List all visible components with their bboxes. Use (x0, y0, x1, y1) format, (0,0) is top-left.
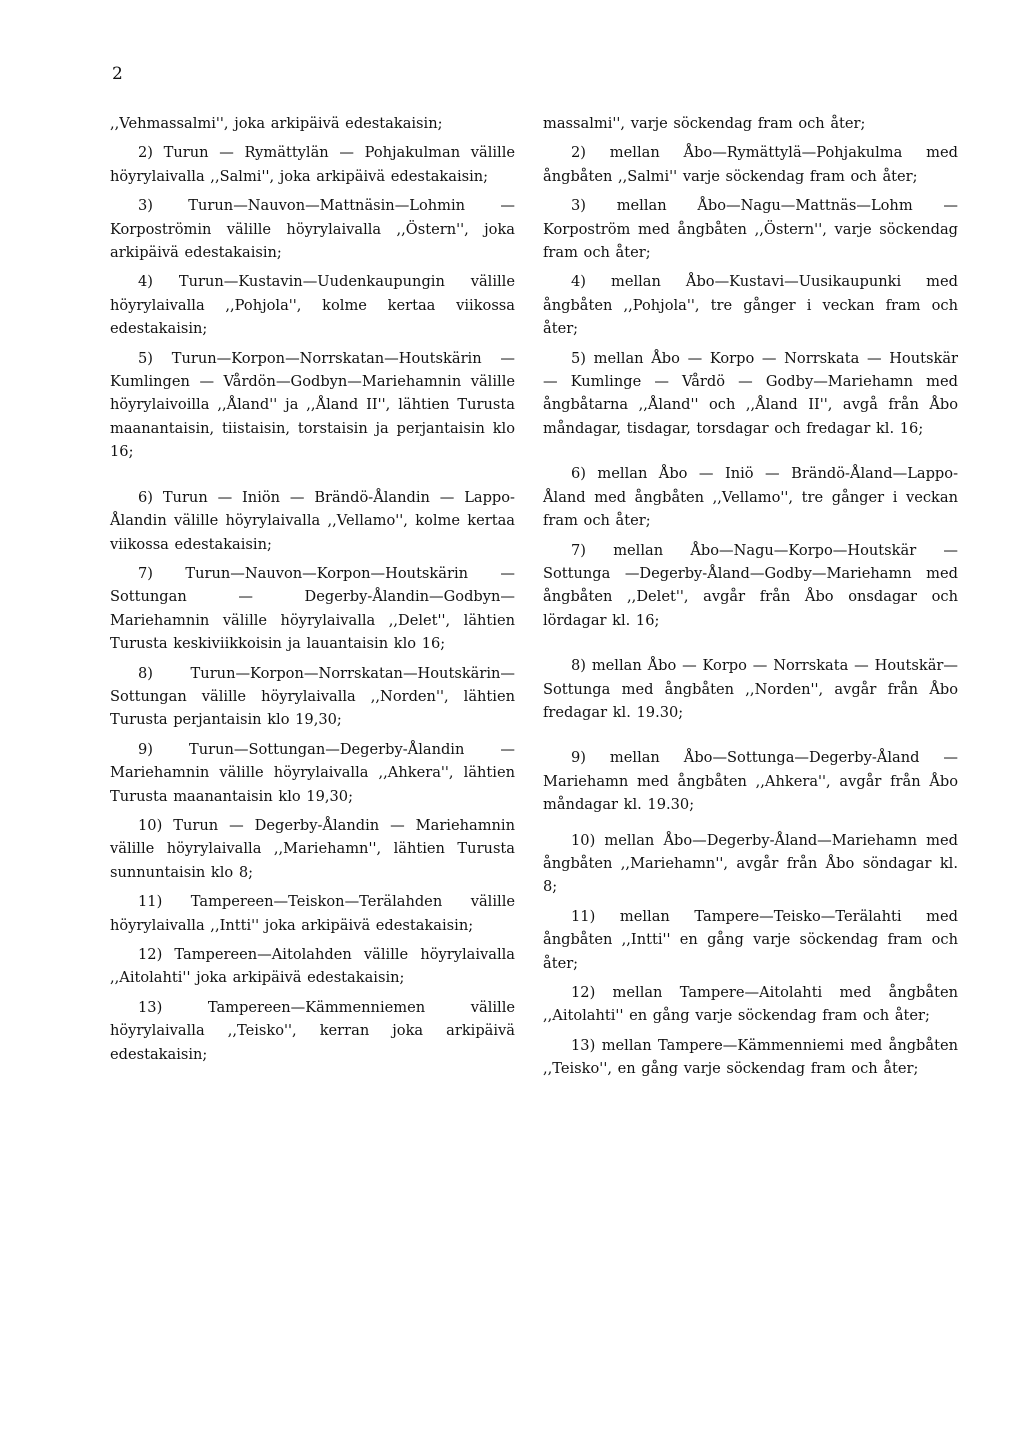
swedish-route-8: 8) mellan Åbo — Korpo — Norrskata — Houtskär—Sottunga med ångbåten ,,Norden'', avgår från Åbo fredagar kl. 19.30; (543, 657, 958, 721)
swedish-route-7: 7) mellan Åbo—Nagu—Korpo—Houtskär — Sottunga —Degerby-Åland—Godby—Mariehamn med ångbåten ,,Delet'', avgår från Åbo onsdagar och lördagar kl. 16; (543, 541, 958, 629)
finnish-route-13: 13) Tampereen—Kämmenniemen välille höyrylaivalla ,,Teisko'', kerran joka arkipäivä edestakaisin; (110, 998, 515, 1063)
swedish-route-12: 12) mellan Tampere—Aitolahti med ångbåten ,,Aitolahti'' en gång varje söckendag fram och åter; (543, 984, 958, 1025)
swedish-route-5: 5) mellan Åbo — Korpo — Norrskata — Houtskär — Kumlinge — Vårdö — Godby—Mariehamn med ångbåtarna ,,Åland'' och ,,Åland II'', avgå från Åbo måndagar, tisdagar, torsdagar och fredagar kl. 16; (543, 349, 958, 437)
swedish-route-13: 13) mellan Tampere—Kämmenniemi med ångbåten ,,Teisko'', en gång varje söckendag fram och åter; (543, 1036, 958, 1078)
swedish-route-3: 3) mellan Åbo—Nagu—Mattnäs—Lohm —Korpoström med ångbåten ,,Östern'', varje söckendag fram och åter; (543, 197, 958, 262)
finnish-route-3: 3) Turun—Nauvon—Mattnäsin—Lohmin —Korpoströmin välille höyrylaivalla ,,Östern'', joka arkipäivä edestakaisin; (110, 197, 515, 262)
finnish-route-8: 8) Turun—Korpon—Norrskatan—Houtskärin—Sottungan välille höyrylaivalla ,,Norden'', lähtien Turusta perjantaisin klo 19,30; (110, 664, 515, 729)
finnish-column (110, 112, 515, 1066)
swedish-route-10: 10) mellan Åbo—Degerby-Åland—Mariehamn med ångbåten ,,Mariehamn'', avgår från Åbo söndagar kl. 8; (543, 831, 958, 896)
finnish-route-5: 5) Turun—Korpon—Norrskatan—Houtskärin — Kumlingen — Vårdön—Godbyn—Mariehamnin välille höyrylaivoilla ,,Åland'' ja ,,Åland II'', lähtien Turusta maanantaisin, tiistaisin, torstaisin ja perjantaisin klo 16; (110, 349, 515, 461)
finnish-route-12: 12) Tampereen—Aitolahden välille höyrylaivalla ,,Aitolahti'' joka arkipäivä edestakaisin; (110, 946, 515, 987)
swedish-route-2: 2) mellan Åbo—Rymättylä—Pohjakulma med ångbåten ,,Salmi'' varje söckendag fram och åter; (543, 144, 958, 185)
finnish-route-4: 4) Turun—Kustavin—Uudenkaupungin välille höyrylaivalla ,,Pohjola'', kolme kertaa viikossa edestakaisin; (110, 273, 515, 338)
finnish-route-10: 10) Turun — Degerby-Ålandin — Mariehamnin välille höyrylaivalla ,,Mariehamn'', lähtien Turusta sunnuntaisin klo 8; (110, 816, 515, 881)
page-number: 2 (112, 64, 124, 84)
finnish-route-2: 2) Turun — Rymättylän — Pohjakulman välille höyrylaivalla ,,Salmi'', joka arkipäivä edestakaisin; (110, 144, 515, 185)
finnish-route-9: 9) Turun—Sottungan—Degerby-Ålandin —Mariehamnin välille höyrylaivalla ,,Ahkera'', lähtien Turusta maanantaisin klo 19,30; (110, 740, 515, 805)
swedish-route-11: 11) mellan Tampere—Teisko—Terälahti med ångbåten ,,Intti'' en gång varje söckendag fram och åter; (543, 907, 958, 972)
swedish-route-9: 9) mellan Åbo—Sottunga—Degerby-Åland —Mariehamn med ångbåten ,,Ahkera'', avgår från Åbo måndagar kl. 19.30; (543, 749, 958, 814)
finnish-route-6: 6) Turun — Iniön — Brändö-Ålandin — Lappo-Ålandin välille höyrylaivalla ,,Vellamo'', kolme kertaa viikossa edestakaisin; (110, 488, 515, 553)
finnish-route-11: 11) Tampereen—Teiskon—Terälahden välille höyrylaivalla ,,Intti'' joka arkipäivä edestakaisin; (110, 893, 515, 934)
finnish-route-7: 7) Turun—Nauvon—Korpon—Houtskärin — Sottungan — Degerby-Ålandin—Godbyn—Mariehamnin välille höyrylaivalla ,,Delet'', lähtien Turusta keskiviikkoisin ja lauantaisin klo 16; (110, 564, 515, 653)
swedish-route-6: 6) mellan Åbo — Iniö — Brändö-Åland—Lappo-Åland med ångbåten ,,Vellamo'', tre gånger i veckan fram och åter; (543, 465, 958, 530)
swedish-route-0: massalmi'', varje söckendag fram och åter; (543, 115, 866, 132)
finnish-route-0: ,,Vehmassalmi'', joka arkipäivä edestakaisin; (110, 115, 443, 132)
swedish-column (543, 112, 958, 1081)
swedish-route-4: 4) mellan Åbo—Kustavi—Uusikaupunki med ångbåten ,,Pohjola'', tre gånger i veckan fram och åter; (543, 273, 958, 338)
